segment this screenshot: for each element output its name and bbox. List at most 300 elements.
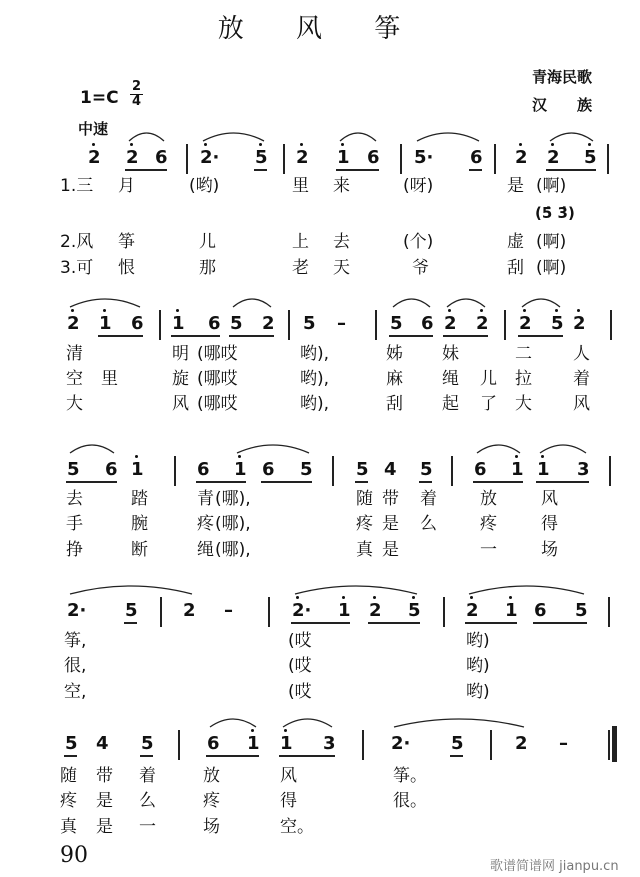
slur <box>340 133 376 141</box>
beam-underline <box>389 335 433 337</box>
note-digit: 2· <box>292 600 312 621</box>
lyric-syllable: 儿 <box>480 369 497 389</box>
note <box>125 601 138 621</box>
lyric-syllable: 哟), <box>300 344 330 364</box>
beam-underline <box>279 755 335 757</box>
lyric-syllable: 空 <box>66 369 83 389</box>
note <box>369 601 382 621</box>
lyric-syllable: 大 <box>66 394 83 414</box>
lyric-syllable: 儿 <box>199 232 216 252</box>
tempo-marking: 中速 <box>78 120 109 138</box>
lyric-syllable: 去 <box>333 232 350 252</box>
note <box>303 314 316 334</box>
lyric-syllable: 哟) <box>466 656 490 676</box>
lyric-syllable: 疼 <box>356 514 373 534</box>
lyric-syllable: 手 <box>66 514 83 534</box>
note <box>505 601 518 621</box>
beam-underline <box>171 335 220 337</box>
lyric-syllable: 么 <box>420 514 437 534</box>
lyric-syllable: 空, <box>64 682 87 702</box>
lyric-syllable: 疼 <box>197 514 214 534</box>
beam-underline <box>536 481 589 483</box>
beam-underline <box>64 755 77 757</box>
note-digit: 6 <box>197 459 210 480</box>
note-digit: 1 <box>280 733 293 754</box>
note-digit: 1 <box>99 313 112 334</box>
note <box>197 460 210 480</box>
high-octave-dot <box>251 729 254 732</box>
lyric-syllable: 得 <box>280 791 297 811</box>
note <box>573 314 586 334</box>
slur <box>70 445 114 453</box>
lyric-syllable: 姊 <box>386 344 403 364</box>
slur <box>210 719 256 727</box>
barline <box>288 310 290 340</box>
slur <box>237 445 309 453</box>
note-digit: 5 <box>303 313 316 334</box>
barline <box>609 456 611 486</box>
high-octave-dot <box>296 596 299 599</box>
note <box>200 148 219 168</box>
lyric-syllable: 绳 <box>197 540 214 560</box>
note-digit: 5 <box>420 459 433 480</box>
note <box>515 734 528 754</box>
beam-underline <box>140 755 153 757</box>
time-sig-bottom: 4 <box>132 94 142 109</box>
note-digit: 1 <box>537 459 550 480</box>
lyric-syllable: 刮 <box>507 258 524 278</box>
note <box>537 460 550 480</box>
note-digit: 1 <box>131 459 144 480</box>
slur <box>469 586 584 594</box>
beam-underline <box>98 335 143 337</box>
slur <box>393 299 430 307</box>
sustain-dash <box>337 314 346 334</box>
barline <box>375 310 377 340</box>
note-digit: 6 <box>262 459 275 480</box>
note <box>131 460 144 480</box>
note <box>65 734 78 754</box>
note-digit: 2· <box>67 600 87 621</box>
lyric-syllable: 月 <box>118 176 135 196</box>
high-octave-dot <box>523 309 526 312</box>
note <box>547 148 560 168</box>
note <box>356 460 369 480</box>
note <box>183 601 196 621</box>
barline <box>608 597 610 627</box>
lyric-syllable: 清 <box>66 344 83 364</box>
slur <box>233 299 271 307</box>
high-octave-dot <box>71 309 74 312</box>
lyric-syllable: 老 <box>292 258 309 278</box>
note <box>207 734 220 754</box>
note <box>534 601 547 621</box>
slur <box>477 445 520 453</box>
beam-underline <box>419 481 432 483</box>
note <box>337 148 350 168</box>
barline <box>332 456 334 486</box>
note-digit: 2 <box>466 600 479 621</box>
note <box>384 460 397 480</box>
barline <box>490 730 492 760</box>
note <box>67 601 86 621</box>
note <box>577 460 590 480</box>
high-octave-dot <box>204 143 207 146</box>
note <box>172 314 185 334</box>
lyric-syllable: 起 <box>442 394 459 414</box>
lyric-syllable: 青 <box>197 489 214 509</box>
slur <box>417 133 479 141</box>
lyric-syllable: 挣 <box>66 540 83 560</box>
lyric-syllable: 是 <box>507 176 524 196</box>
lyric-syllable: 是 <box>382 540 399 560</box>
high-octave-dot <box>259 143 262 146</box>
song-ethnicity: 汉 族 <box>532 96 593 114</box>
note-digit: 5 <box>67 459 80 480</box>
time-sig-top: 2 <box>132 79 142 94</box>
note <box>338 601 351 621</box>
note-digit: – <box>224 600 233 621</box>
note-digit: 5 <box>390 313 403 334</box>
barline <box>451 456 453 486</box>
barline <box>443 597 445 627</box>
lyric-syllable: (啊) <box>536 258 567 278</box>
note <box>247 734 260 754</box>
lyric-syllable: (哪哎 <box>197 344 238 364</box>
lyric-syllable: 来 <box>333 176 350 196</box>
note <box>474 460 487 480</box>
lyric-syllable: 里 <box>101 369 118 389</box>
lyric-syllable: 一 <box>139 817 156 837</box>
lyric-syllable: 是 <box>96 791 113 811</box>
alternate-notes: (5̇ 3̇) <box>535 204 575 222</box>
high-octave-dot <box>342 596 345 599</box>
note-digit: 6 <box>155 147 168 168</box>
lyric-syllable: (哪哎 <box>197 394 238 414</box>
lyric-syllable: 风 <box>280 766 297 786</box>
lyric-syllable: 得 <box>541 514 558 534</box>
lyric-syllable: (哪), <box>215 514 251 534</box>
note-digit: 5 <box>551 313 564 334</box>
note-digit: 2 <box>262 313 275 334</box>
lyric-syllable: (哎 <box>288 656 312 676</box>
lyric-syllable: 很, <box>64 656 87 676</box>
lyric-syllable: 3.可 <box>60 258 94 278</box>
note <box>391 734 410 754</box>
note <box>88 148 101 168</box>
lyric-syllable: (个) <box>403 232 434 252</box>
beam-underline <box>206 755 259 757</box>
high-octave-dot <box>470 596 473 599</box>
note <box>421 314 434 334</box>
slur <box>447 299 485 307</box>
note-digit: 6 <box>367 147 380 168</box>
note <box>323 734 336 754</box>
lyric-syllable: 疼 <box>60 791 77 811</box>
note <box>234 460 247 480</box>
lyric-syllable: 哟) <box>466 682 490 702</box>
note-digit: 1 <box>337 147 350 168</box>
note <box>470 148 483 168</box>
note <box>476 314 489 334</box>
lyric-syllable: (啊) <box>536 176 567 196</box>
note-digit: 2 <box>67 313 80 334</box>
note-digit: 6 <box>421 313 434 334</box>
lyric-syllable: 带 <box>96 766 113 786</box>
beam-underline <box>518 335 563 337</box>
lyric-syllable: 真 <box>60 817 77 837</box>
note <box>262 314 275 334</box>
lyric-syllable: 哟), <box>300 394 330 414</box>
beam-underline <box>443 335 488 337</box>
note-digit: 2 <box>515 147 528 168</box>
slur <box>70 586 192 594</box>
note-digit: 5 <box>255 147 268 168</box>
note-digit: – <box>559 733 568 754</box>
high-octave-dot <box>103 309 106 312</box>
key-signature: 1=C <box>80 88 119 108</box>
slur <box>522 299 560 307</box>
note-digit: 2 <box>515 733 528 754</box>
note <box>99 314 112 334</box>
beam-underline <box>66 481 117 483</box>
note-digit: 1 <box>511 459 524 480</box>
barline <box>268 597 270 627</box>
note-digit: 4 <box>384 459 397 480</box>
note-digit: 2· <box>391 733 411 754</box>
barline <box>607 144 609 174</box>
lyric-syllable: 一 <box>480 540 497 560</box>
lyric-syllable: 爷 <box>412 258 429 278</box>
lyric-syllable: 空。 <box>280 817 314 837</box>
high-octave-dot <box>300 143 303 146</box>
note <box>519 314 532 334</box>
note-digit: 5 <box>408 600 421 621</box>
barline <box>494 144 496 174</box>
note <box>280 734 293 754</box>
lyric-syllable: 风 <box>541 489 558 509</box>
song-origin: 青海民歌 <box>532 68 593 86</box>
high-octave-dot <box>480 309 483 312</box>
note-digit: 2 <box>126 147 139 168</box>
beam-underline <box>355 481 368 483</box>
beam-underline <box>469 169 482 171</box>
high-octave-dot <box>284 729 287 732</box>
time-signature <box>130 80 143 109</box>
high-octave-dot <box>551 143 554 146</box>
lyric-syllable: 真 <box>356 540 373 560</box>
lyric-syllable: 筝, <box>64 631 87 651</box>
barline <box>159 310 161 340</box>
lyric-syllable: 筝。 <box>393 766 427 786</box>
lyric-syllable: 上 <box>292 232 309 252</box>
lyric-syllable: 那 <box>199 258 216 278</box>
lyric-syllable: 绳 <box>442 369 459 389</box>
note-digit: 6 <box>534 600 547 621</box>
note-digit: 5 <box>451 733 464 754</box>
note-digit: 1 <box>505 600 518 621</box>
sustain-dash <box>224 601 233 621</box>
note-digit: 6 <box>131 313 144 334</box>
note-digit: 6 <box>207 733 220 754</box>
note-digit: 5 <box>125 600 138 621</box>
lyric-syllable: 哟), <box>300 369 330 389</box>
note-digit: 6 <box>474 459 487 480</box>
watermark: 歌谱简谱网 jianpu.cn <box>490 859 619 874</box>
high-octave-dot <box>519 143 522 146</box>
barline <box>610 310 612 340</box>
lyric-syllable: 么 <box>139 791 156 811</box>
beam-underline <box>254 169 267 171</box>
beam-underline <box>124 622 137 624</box>
note-digit: 3 <box>577 459 590 480</box>
high-octave-dot <box>135 455 138 458</box>
lyric-syllable: 很。 <box>393 791 427 811</box>
lyric-syllable: 疼 <box>480 514 497 534</box>
lyric-syllable: 着 <box>139 766 156 786</box>
note <box>414 148 433 168</box>
lyric-syllable: 放 <box>480 489 497 509</box>
note <box>67 314 80 334</box>
high-octave-dot <box>92 143 95 146</box>
note <box>96 734 109 754</box>
note <box>515 148 528 168</box>
lyric-syllable: (哟) <box>189 176 220 196</box>
note-digit: 5 <box>575 600 588 621</box>
note-digit: 3 <box>323 733 336 754</box>
note <box>141 734 154 754</box>
note-digit: 5 <box>356 459 369 480</box>
note <box>367 148 380 168</box>
beam-underline <box>261 481 312 483</box>
slur <box>70 299 140 307</box>
lyric-syllable: 人 <box>573 344 590 364</box>
lyric-syllable: (哪哎 <box>197 369 238 389</box>
barline <box>504 310 506 340</box>
beam-underline <box>533 622 587 624</box>
barline <box>362 730 364 760</box>
lyric-syllable: 放 <box>203 766 220 786</box>
note-digit: 5 <box>584 147 597 168</box>
high-octave-dot <box>577 309 580 312</box>
note <box>292 601 311 621</box>
note-digit: 2 <box>476 313 489 334</box>
note-digit: 6 <box>470 147 483 168</box>
barline <box>400 144 402 174</box>
high-octave-dot <box>130 143 133 146</box>
note-digit: 2 <box>444 313 457 334</box>
note-digit: 1 <box>247 733 260 754</box>
note <box>208 314 221 334</box>
barline <box>186 144 188 174</box>
note-digit: 2 <box>183 600 196 621</box>
lyric-syllable: (啊) <box>536 232 567 252</box>
lyric-syllable: 二 <box>515 344 532 364</box>
beam-underline <box>196 481 246 483</box>
lyric-syllable: 恨 <box>118 258 135 278</box>
slur <box>129 133 164 141</box>
note <box>296 148 309 168</box>
note <box>444 314 457 334</box>
high-octave-dot <box>412 596 415 599</box>
beam-underline <box>546 169 596 171</box>
lyric-syllable: 旋 <box>172 369 189 389</box>
note <box>255 148 268 168</box>
lyric-syllable: (哪), <box>215 540 251 560</box>
song-title: 放 风 筝 <box>217 14 423 44</box>
lyric-syllable: 大 <box>515 394 532 414</box>
lyric-syllable: 着 <box>420 489 437 509</box>
barline <box>178 730 180 760</box>
barline <box>283 144 285 174</box>
lyric-syllable: 风 <box>573 394 590 414</box>
lyric-syllable: 随 <box>60 766 77 786</box>
slur <box>283 719 332 727</box>
lyric-syllable: 天 <box>333 258 350 278</box>
lyric-syllable: 是 <box>382 514 399 534</box>
note-digit: 1 <box>234 459 247 480</box>
beam-underline <box>473 481 523 483</box>
slur <box>295 586 417 594</box>
sustain-dash <box>559 734 568 754</box>
note <box>466 601 479 621</box>
note <box>262 460 275 480</box>
lyric-syllable: 麻 <box>386 369 403 389</box>
note <box>584 148 597 168</box>
lyric-syllable: 明 <box>172 344 189 364</box>
lyric-syllable: 1.三 <box>60 176 94 196</box>
slur <box>203 133 264 141</box>
beam-underline <box>291 622 350 624</box>
high-octave-dot <box>341 143 344 146</box>
lyric-syllable: 风 <box>172 394 189 414</box>
high-octave-dot <box>238 455 241 458</box>
high-octave-dot <box>515 455 518 458</box>
high-octave-dot <box>448 309 451 312</box>
lyric-syllable: 里 <box>292 176 309 196</box>
note-digit: 5 <box>141 733 154 754</box>
note <box>575 601 588 621</box>
note-digit: 2 <box>547 147 560 168</box>
beam-underline <box>368 622 420 624</box>
lyric-syllable: 疼 <box>203 791 220 811</box>
note <box>131 314 144 334</box>
note-digit: – <box>337 313 346 334</box>
lyric-syllable: 是 <box>96 817 113 837</box>
final-barline-thick <box>612 726 617 762</box>
note <box>451 734 464 754</box>
lyric-syllable: 去 <box>66 489 83 509</box>
high-octave-dot <box>555 309 558 312</box>
note-digit: 2 <box>88 147 101 168</box>
lyric-syllable: 拉 <box>515 369 532 389</box>
note-digit: 1 <box>172 313 185 334</box>
beam-underline <box>465 622 517 624</box>
barline <box>160 597 162 627</box>
note <box>126 148 139 168</box>
lyric-syllable: 场 <box>203 817 220 837</box>
note-digit: 2 <box>573 313 586 334</box>
barline <box>174 456 176 486</box>
note <box>300 460 313 480</box>
beam-underline <box>336 169 379 171</box>
slur <box>394 719 524 727</box>
note-digit: 5· <box>414 147 434 168</box>
beam-underline <box>125 169 167 171</box>
high-octave-dot <box>176 309 179 312</box>
note-digit: 5 <box>65 733 78 754</box>
note <box>390 314 403 334</box>
